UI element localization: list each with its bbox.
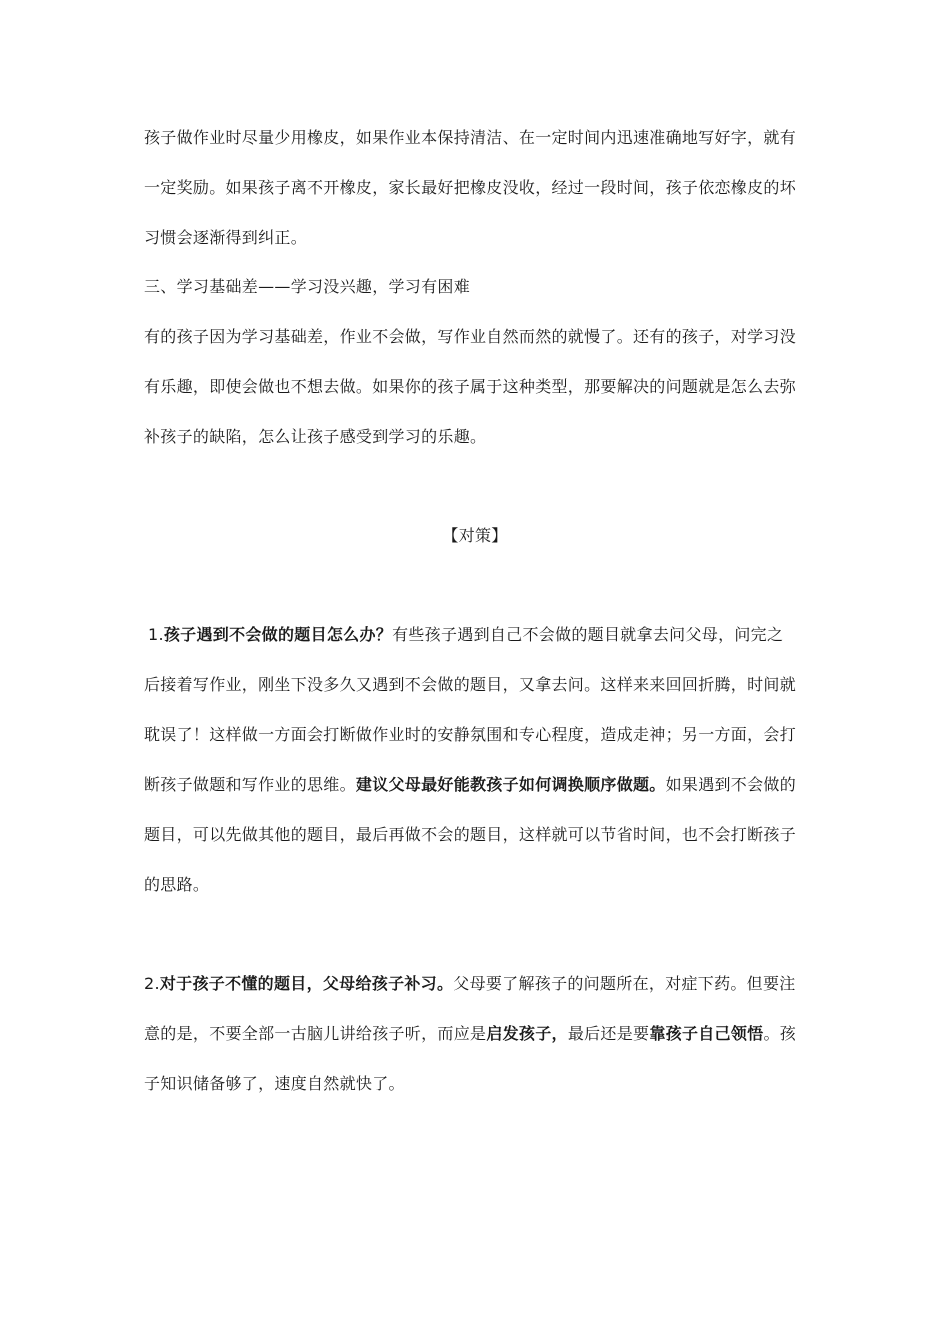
paragraph-line: 有的孩子因为学习基础差，作业不会做，写作业自然而然的就慢了。还有的孩子，对学习没 <box>144 327 797 346</box>
item-number: 1. <box>148 625 164 644</box>
paragraph-line: 子知识储备够了，速度自然就快了。 <box>144 1074 405 1093</box>
item-text: 如果遇到不会做的 <box>665 775 797 794</box>
item-text: 。孩 <box>763 1024 797 1043</box>
item-1-line-4 <box>144 774 824 796</box>
item-2-line-1 <box>144 973 824 995</box>
item-bold-title: 孩子遇到不会做的题目怎么办？ <box>163 625 393 644</box>
paragraph-line: 孩子做作业时尽量少用橡皮，如果作业本保持清洁、在一定时间内迅速准确地写好字，就有 <box>144 128 797 147</box>
item-2-line-2 <box>144 1023 824 1045</box>
paragraph-line: 题目，可以先做其他的题目，最后再做不会的题目，这样就可以节省时间，也不会打断孩子 <box>144 825 797 844</box>
section-heading: 三、学习基础差——学习没兴趣，学习有困难 <box>144 277 471 296</box>
paragraph-line: 一定奖励。如果孩子离不开橡皮，家长最好把橡皮没收，经过一段时间，孩子依恋橡皮的坏 <box>144 178 797 197</box>
item-text: 最后还是要 <box>567 1024 650 1043</box>
paragraph-line: 耽误了！这样做一方面会打断做作业时的安静氛围和专心程度，造成走神；另一方面，会打 <box>144 725 797 744</box>
paragraph-line: 习惯会逐渐得到纠正。 <box>144 228 308 247</box>
paragraph-line: 后接着写作业，刚坐下没多久又遇到不会做的题目，又拿去问。这样来来回回折腾，时间就 <box>144 675 797 694</box>
item-1-line-1 <box>148 624 828 646</box>
item-bold-title: 对于孩子不懂的题目，父母给孩子补习。 <box>159 974 454 993</box>
item-number: 2. <box>144 974 160 993</box>
item-text: 有些孩子遇到自己不会做的题目就拿去问父母，问完之 <box>392 625 784 644</box>
item-bold-phrase: 启发孩子， <box>486 1024 568 1043</box>
paragraph-line: 补孩子的缺陷，怎么让孩子感受到学习的乐趣。 <box>144 427 487 446</box>
item-text: 父母要了解孩子的问题所在，对症下药。但要注 <box>453 974 796 993</box>
countermeasure-title: 【对策】 <box>442 526 508 545</box>
item-text: 断孩子做题和写作业的思维。 <box>144 775 356 794</box>
paragraph-line: 有乐趣，即使会做也不想去做。如果你的孩子属于这种类型，那要解决的问题就是怎么去弥 <box>144 377 797 396</box>
item-bold-advice: 建议父母最好能教孩子如何调换顺序做题。 <box>355 775 666 794</box>
paragraph-line: 的思路。 <box>144 875 210 894</box>
item-text: 意的是，不要全部一古脑儿讲给孩子听，而应是 <box>144 1024 487 1043</box>
item-bold-phrase: 靠孩子自己领悟 <box>649 1024 764 1043</box>
